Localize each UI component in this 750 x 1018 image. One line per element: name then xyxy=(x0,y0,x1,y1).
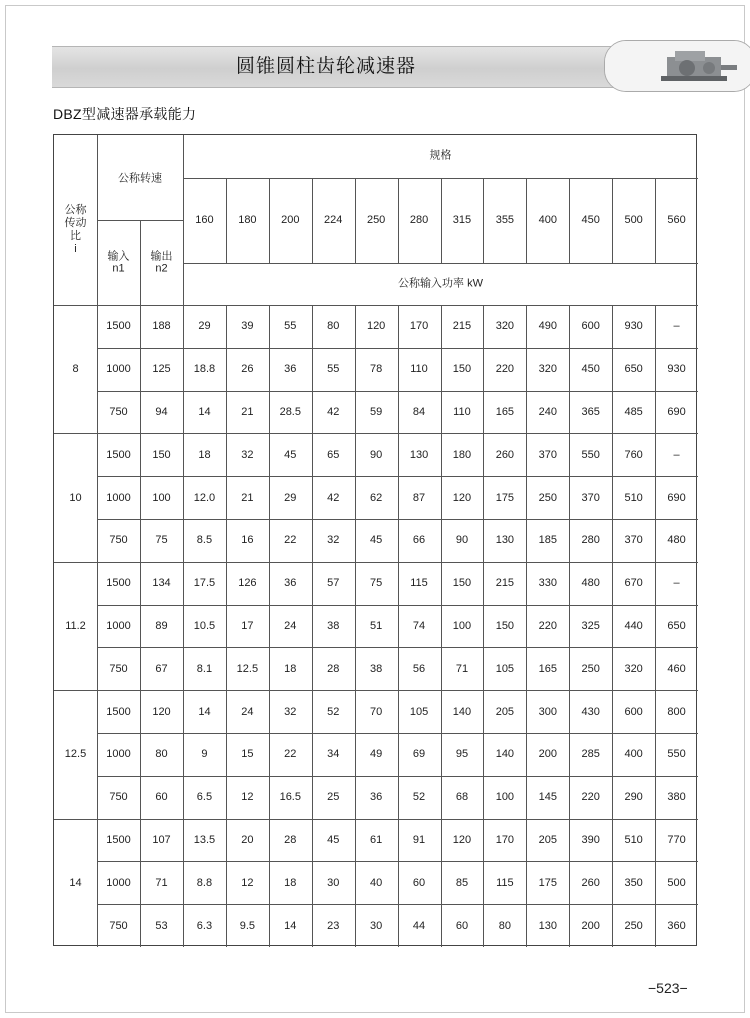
power-cell: 105 xyxy=(495,662,515,675)
power-cell: 29 xyxy=(284,491,297,504)
power-cell: 300 xyxy=(538,705,557,718)
power-cell: 8.5 xyxy=(196,534,213,547)
power-cell: 370 xyxy=(581,491,600,504)
ratio-cell: 14 xyxy=(69,876,82,889)
power-cell: 550 xyxy=(581,448,600,461)
power-cell: 140 xyxy=(452,705,472,718)
power-cell: 175 xyxy=(538,876,557,889)
power-cell: 800 xyxy=(667,705,686,718)
input-speed-cell: 1000 xyxy=(106,363,131,376)
power-cell: 185 xyxy=(538,534,557,547)
input-speed-cell: 1500 xyxy=(106,320,131,333)
power-cell: 290 xyxy=(624,791,643,804)
size-header: 450 xyxy=(581,214,600,226)
power-cell: 17.5 xyxy=(193,577,216,590)
power-cell: 180 xyxy=(452,448,472,461)
size-header: 224 xyxy=(324,214,343,226)
grid-line xyxy=(183,263,698,264)
power-cell: 66 xyxy=(412,534,426,547)
power-cell: 460 xyxy=(667,662,686,675)
power-cell: 36 xyxy=(370,791,383,804)
power-cell: 18 xyxy=(284,662,297,675)
power-cell: 39 xyxy=(241,320,254,333)
output-speed-cell: 80 xyxy=(155,748,168,761)
page-title: 圆锥圆柱齿轮减速器 xyxy=(235,56,416,77)
output-speed-cell: 71 xyxy=(155,876,168,889)
input-speed-cell: 1000 xyxy=(106,620,131,632)
power-cell: 130 xyxy=(538,919,557,932)
power-cell: 285 xyxy=(581,748,600,761)
grid-line xyxy=(97,305,98,947)
power-cell: 250 xyxy=(538,491,557,504)
ratio-cell: 10 xyxy=(69,491,82,504)
power-cell: 510 xyxy=(624,491,643,504)
power-cell: 91 xyxy=(412,834,426,846)
grid-line xyxy=(54,305,698,306)
power-cell: 320 xyxy=(538,363,557,376)
power-cell: 15 xyxy=(241,748,254,761)
power-cell: 80 xyxy=(327,320,340,333)
power-cell: 930 xyxy=(624,320,643,333)
power-cell: 150 xyxy=(452,363,472,376)
power-cell: 110 xyxy=(453,406,471,418)
size-header: 200 xyxy=(281,214,300,226)
grid-line xyxy=(655,305,656,947)
power-cell: 100 xyxy=(495,791,515,804)
power-cell: 12.5 xyxy=(236,662,259,675)
size-header: 280 xyxy=(409,214,429,226)
power-cell: 16 xyxy=(241,534,254,547)
size-header: 250 xyxy=(366,214,386,226)
power-cell: 480 xyxy=(667,534,686,547)
power-cell: 75 xyxy=(370,577,383,590)
power-cell: 370 xyxy=(624,534,643,547)
power-cell: 24 xyxy=(284,620,297,632)
power-cell: 21 xyxy=(241,406,254,418)
power-cell: 320 xyxy=(495,320,515,333)
power-cell: 450 xyxy=(581,363,600,376)
output-speed-cell: 120 xyxy=(152,705,171,718)
power-cell: 500 xyxy=(667,876,686,889)
power-cell: 170 xyxy=(495,834,515,846)
grid-line xyxy=(526,178,527,263)
power-cell: 44 xyxy=(412,919,426,932)
grid-line xyxy=(269,305,270,947)
power-cell: 100 xyxy=(452,620,472,632)
output-speed-cell: 188 xyxy=(152,320,171,333)
power-cell: 26 xyxy=(241,363,254,376)
input-symbol: n1 xyxy=(112,262,125,275)
power-cell: 84 xyxy=(412,406,426,418)
size-header: 560 xyxy=(667,214,686,226)
grid-line xyxy=(140,220,141,947)
power-cell: 90 xyxy=(370,448,383,461)
input-speed-cell: 750 xyxy=(109,919,128,932)
output-speed-cell: 53 xyxy=(155,919,168,932)
power-cell: 690 xyxy=(667,406,686,418)
power-cell: 250 xyxy=(624,919,643,932)
power-cell: 18.8 xyxy=(193,363,216,376)
power-cell: 30 xyxy=(327,876,340,889)
spec-header: 规格 xyxy=(429,149,452,162)
grid-line xyxy=(312,305,313,947)
power-cell: 60 xyxy=(412,876,426,889)
power-cell: 115 xyxy=(410,577,428,590)
power-cell: 260 xyxy=(581,876,600,889)
power-cell: 65 xyxy=(327,448,340,461)
power-cell: 365 xyxy=(581,406,600,418)
power-cell: 12.0 xyxy=(193,491,216,504)
power-cell: 120 xyxy=(366,320,386,333)
power-cell: 18 xyxy=(284,876,297,889)
power-cell: 36 xyxy=(284,577,297,590)
power-cell: 650 xyxy=(667,620,686,632)
power-cell: 28 xyxy=(284,834,297,846)
power-cell: 22 xyxy=(284,534,297,547)
grid-line xyxy=(398,305,399,947)
power-cell: 120 xyxy=(452,834,472,846)
power-cell: 32 xyxy=(241,448,254,461)
grid-line xyxy=(483,178,484,263)
power-cell: 205 xyxy=(495,705,515,718)
grid-line xyxy=(483,305,484,947)
power-cell: 59 xyxy=(370,406,383,418)
power-cell: 32 xyxy=(327,534,340,547)
power-cell: 6.3 xyxy=(196,919,213,932)
power-cell: 600 xyxy=(624,705,643,718)
power-cell: – xyxy=(673,448,680,461)
power-cell: 8.1 xyxy=(196,662,213,675)
power-cell: 10.5 xyxy=(193,620,216,632)
output-symbol: n2 xyxy=(155,262,168,275)
power-cell: 38 xyxy=(327,620,340,632)
power-cell: 150 xyxy=(495,620,515,632)
power-cell: 175 xyxy=(495,491,515,504)
power-cell: 12 xyxy=(241,791,254,804)
power-cell: 485 xyxy=(624,406,643,418)
output-speed-cell: 94 xyxy=(155,406,168,418)
power-cell: 150 xyxy=(452,577,472,590)
ratio-cell: 12.5 xyxy=(64,748,87,761)
power-cell: 490 xyxy=(538,320,557,333)
size-header: 180 xyxy=(238,214,257,226)
power-cell: 430 xyxy=(581,705,600,718)
output-header: 输出 xyxy=(150,250,173,263)
power-cell: 17 xyxy=(241,620,254,632)
power-cell: 23 xyxy=(327,919,340,932)
power-cell: 57 xyxy=(327,577,340,590)
power-cell: 51 xyxy=(370,620,383,632)
gear-reducer-photo xyxy=(604,40,750,92)
power-cell: 34 xyxy=(327,748,340,761)
page-number: −523− xyxy=(648,980,688,996)
header-banner xyxy=(52,46,700,88)
power-cell: 74 xyxy=(412,620,426,632)
grid-line xyxy=(569,178,570,263)
power-cell: 390 xyxy=(581,834,600,846)
power-cell: 370 xyxy=(538,448,557,461)
power-cell: 45 xyxy=(327,834,340,846)
power-cell: 9 xyxy=(201,748,208,761)
power-cell: 29 xyxy=(198,320,211,333)
power-cell: 240 xyxy=(538,406,557,418)
grid-line xyxy=(569,305,570,947)
power-cell: 130 xyxy=(409,448,429,461)
power-cell: 110 xyxy=(410,363,428,376)
power-cell: 14 xyxy=(198,705,211,718)
power-cell: 220 xyxy=(581,791,600,804)
power-cell: 930 xyxy=(667,363,686,376)
power-cell: 95 xyxy=(455,748,469,761)
capacity-table xyxy=(53,134,697,946)
output-speed-cell: 150 xyxy=(152,448,171,461)
power-cell: 165 xyxy=(538,662,557,675)
output-speed-cell: 67 xyxy=(155,662,168,675)
input-speed-cell: 750 xyxy=(109,406,128,418)
size-header: 400 xyxy=(538,214,557,226)
power-cell: 9.5 xyxy=(239,919,256,932)
power-cell: 440 xyxy=(624,620,643,632)
power-cell: 20 xyxy=(241,834,254,846)
output-speed-cell: 60 xyxy=(155,791,168,804)
power-cell: 62 xyxy=(370,491,383,504)
power-cell: 36 xyxy=(284,363,297,376)
grid-line xyxy=(441,178,442,263)
power-cell: 71 xyxy=(455,662,469,675)
power-cell: 60 xyxy=(455,919,469,932)
power-cell: 80 xyxy=(498,919,511,932)
input-speed-cell: 750 xyxy=(109,791,128,804)
power-cell: 140 xyxy=(495,748,515,761)
power-cell: 61 xyxy=(370,834,383,846)
power-cell: 600 xyxy=(581,320,600,333)
power-cell: 16.5 xyxy=(279,791,301,804)
power-cell: 13.5 xyxy=(193,834,216,846)
grid-line xyxy=(612,305,613,947)
output-speed-cell: 125 xyxy=(152,363,171,376)
power-cell: 550 xyxy=(667,748,686,761)
input-speed-cell: 1000 xyxy=(106,876,131,889)
power-cell: 380 xyxy=(667,791,686,804)
power-cell: 25 xyxy=(327,791,340,804)
power-cell: 70 xyxy=(370,705,383,718)
table-caption: DBZ型减速器承载能力 xyxy=(53,106,197,122)
power-cell: 40 xyxy=(370,876,383,889)
input-speed-cell: 1500 xyxy=(106,834,131,846)
power-cell: 69 xyxy=(412,748,426,761)
power-cell: 325 xyxy=(581,620,600,632)
power-cell: 22 xyxy=(284,748,297,761)
power-cell: 670 xyxy=(624,577,643,590)
power-cell: 320 xyxy=(624,662,643,675)
speed-header: 公称转速 xyxy=(118,172,162,185)
ratio-cell: 11.2 xyxy=(65,620,86,632)
power-cell: 510 xyxy=(624,834,643,846)
power-cell: 215 xyxy=(452,320,472,333)
power-cell: 215 xyxy=(495,577,515,590)
grid-line xyxy=(441,305,442,947)
power-cell: 52 xyxy=(327,705,340,718)
size-header: 315 xyxy=(452,214,472,226)
power-cell: 220 xyxy=(538,620,557,632)
power-cell: 250 xyxy=(581,662,600,675)
power-cell: 126 xyxy=(238,577,257,590)
power-cell: 55 xyxy=(284,320,297,333)
size-header: 500 xyxy=(624,214,643,226)
power-cell: 45 xyxy=(370,534,383,547)
input-speed-cell: 1000 xyxy=(106,491,131,504)
grid-line xyxy=(355,178,356,263)
input-speed-cell: 1000 xyxy=(106,748,131,761)
power-cell: 14 xyxy=(198,406,211,418)
power-cell: 690 xyxy=(667,491,686,504)
input-speed-cell: 1500 xyxy=(106,705,131,718)
power-cell: 12 xyxy=(241,876,254,889)
input-speed-cell: 750 xyxy=(109,534,128,547)
power-cell: 85 xyxy=(455,876,469,889)
power-cell: 360 xyxy=(667,919,686,932)
ratio-header: 公称 传动 比 i xyxy=(64,204,87,255)
grid-line xyxy=(526,305,527,947)
input-speed-cell: 750 xyxy=(109,662,128,675)
power-cell: 14 xyxy=(284,919,297,932)
power-cell: 280 xyxy=(581,534,600,547)
grid-line xyxy=(269,178,270,263)
size-header: 160 xyxy=(195,214,214,226)
group-separator xyxy=(54,690,698,691)
power-cell: 770 xyxy=(667,834,686,846)
grid-line xyxy=(398,178,399,263)
grid-line xyxy=(226,305,227,947)
input-speed-cell: 1500 xyxy=(106,448,131,461)
ratio-cell: 8 xyxy=(72,363,79,376)
output-speed-cell: 134 xyxy=(152,577,171,590)
power-cell: 56 xyxy=(412,662,426,675)
power-cell: 760 xyxy=(624,448,643,461)
power-cell: – xyxy=(673,320,680,333)
power-cell: 49 xyxy=(370,748,383,761)
power-cell: 6.5 xyxy=(196,791,213,804)
power-cell: 45 xyxy=(284,448,297,461)
power-cell: 87 xyxy=(412,491,426,504)
group-separator xyxy=(54,562,698,563)
power-cell: 24 xyxy=(241,705,254,718)
power-cell: 120 xyxy=(452,491,472,504)
power-cell: 330 xyxy=(538,577,557,590)
power-cell: 200 xyxy=(581,919,600,932)
power-cell: 42 xyxy=(327,491,340,504)
power-cell: 165 xyxy=(495,406,515,418)
grid-line xyxy=(312,178,313,263)
power-cell: 30 xyxy=(370,919,383,932)
power-cell: 170 xyxy=(409,320,429,333)
power-cell: 130 xyxy=(495,534,515,547)
grid-line xyxy=(355,305,356,947)
group-separator xyxy=(54,819,698,820)
power-cell: 32 xyxy=(284,705,297,718)
power-cell: 78 xyxy=(370,363,383,376)
grid-line xyxy=(183,135,184,947)
power-cell: 55 xyxy=(327,363,340,376)
power-cell: 200 xyxy=(538,748,557,761)
power-cell: – xyxy=(673,577,680,590)
size-header: 355 xyxy=(495,214,515,226)
power-cell: 28.5 xyxy=(279,406,301,418)
power-cell: 105 xyxy=(409,705,429,718)
power-cell: 18 xyxy=(198,448,211,461)
output-speed-cell: 100 xyxy=(152,491,171,504)
power-cell: 52 xyxy=(412,791,426,804)
grid-line xyxy=(655,178,656,263)
input-speed-cell: 1500 xyxy=(106,577,131,590)
output-speed-cell: 75 xyxy=(155,534,168,547)
input-header: 输入 xyxy=(107,250,130,263)
power-cell: 650 xyxy=(624,363,643,376)
group-separator xyxy=(54,433,698,434)
power-cell: 8.8 xyxy=(196,876,213,889)
power-cell: 38 xyxy=(370,662,383,675)
power-cell: 21 xyxy=(241,491,254,504)
power-cell: 115 xyxy=(496,876,514,889)
power-cell: 145 xyxy=(538,791,557,804)
grid-line xyxy=(226,178,227,263)
power-cell: 42 xyxy=(327,406,340,418)
power-cell: 205 xyxy=(538,834,557,846)
power-cell: 480 xyxy=(581,577,600,590)
output-speed-cell: 107 xyxy=(152,834,171,846)
power-cell: 28 xyxy=(327,662,340,675)
output-speed-cell: 89 xyxy=(155,620,168,632)
power-cell: 220 xyxy=(495,363,515,376)
power-cell: 260 xyxy=(495,448,515,461)
power-cell: 68 xyxy=(455,791,469,804)
power-cell: 350 xyxy=(624,876,643,889)
power-header: 公称输入功率 kW xyxy=(398,277,483,290)
grid-line xyxy=(612,178,613,263)
power-cell: 400 xyxy=(624,748,643,761)
power-cell: 90 xyxy=(455,534,469,547)
